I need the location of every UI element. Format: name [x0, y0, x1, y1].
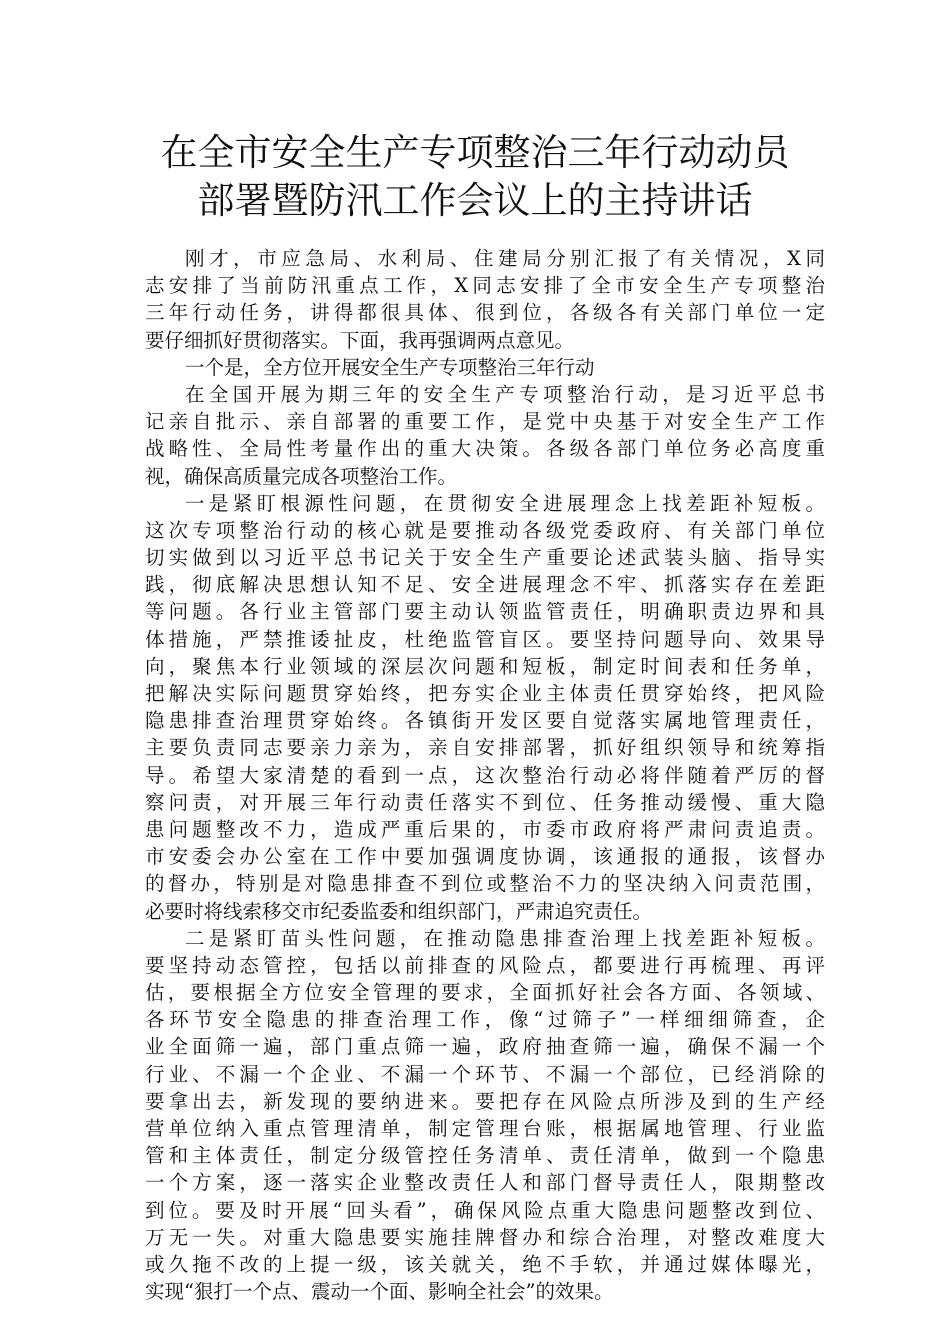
body-text-line: 要坚持动态管控，包括以前排查的风险点，都要进行再梳理、再评: [145, 953, 825, 977]
body-text-line: 等问题。各行业主管部门要主动认领监管责任，明确职责边界和具: [145, 600, 825, 624]
body-text-line: 向，聚焦本行业领域的深层次问题和短板，制定时间表和任务单，: [145, 654, 825, 678]
body-text-line: 主要负责同志要亲力亲为，亲自安排部署，抓好组织领导和统筹指: [145, 736, 825, 760]
body-text-line: 的督办，特别是对隐患排查不到位或整治不力的坚决纳入问责范围，: [145, 872, 825, 896]
document-title-line-2: 部署暨防汛工作会议上的主持讲话: [197, 179, 753, 222]
body-text-line: 一是紧盯根源性问题，在贯彻安全进展理念上找差距补短板。: [185, 491, 825, 515]
body-text-line: 践，彻底解决思想认知不足、安全进展理念不牢、抓落实存在差距: [145, 573, 825, 597]
body-text-line: 市安委会办公室在工作中要加强调度协调，该通报的通报，该督办: [145, 845, 825, 869]
body-text-line: 战略性、全局性考量作出的重大决策。各级各部门单位务必高度重: [145, 437, 825, 461]
body-text-line: 万无一失。对重大隐患要实施挂牌督办和综合治理，对整改难度大: [145, 1225, 825, 1249]
body-text-line: 志安排了当前防汛重点工作，X同志安排了全市安全生产专项整治: [145, 274, 825, 298]
body-text-line: 管和主体责任，制定分级管控任务清单、责任清单，做到一个隐患: [145, 1144, 825, 1168]
body-text-line: 一个方案，逐一落实企业整改责任人和部门督导责任人，限期整改: [145, 1171, 825, 1195]
body-text-line: 业全面筛一遍，部门重点筛一遍，政府抽查筛一遍，确保不漏一个: [145, 1035, 825, 1059]
body-text-line: 要仔细抓好贯彻落实。下面，我再强调两点意见。: [145, 328, 575, 352]
body-text-line: 实现“狠打一个点、震动一个面、影响全社会”的效果。: [145, 1280, 614, 1304]
body-text-line: 切实做到以习近平总书记关于安全生产重要论述武装头脑、指导实: [145, 546, 825, 570]
document-body: [145, 245, 825, 1305]
body-text-line: 必要时将线索移交市纪委监委和组织部门，严肃追究责任。: [145, 899, 653, 923]
body-text-line: 导。希望大家清楚的看到一点，这次整治行动必将伴随着严厉的督: [145, 763, 825, 787]
body-text-line: 刚才，市应急局、水利局、住建局分别汇报了有关情况，X同: [185, 247, 825, 270]
body-text-line: 把解决实际问题贯穿始终，把夯实企业主体责任贯穿始终，把风险: [145, 682, 825, 705]
body-text-line: 或久拖不改的上提一级，该关就关，绝不手软，并通过媒体曝光，: [145, 1252, 825, 1276]
body-text-line: 二是紧盯苗头性问题，在推动隐患排查治理上找差距补短板。: [185, 926, 825, 950]
body-text-line: 各环节安全隐患的排查治理工作，像“过筛子”一样细细筛查，企: [145, 1008, 825, 1032]
body-text-line: 视，确保高质量完成各项整治工作。: [145, 464, 458, 488]
body-text-line: 一个是，全方位开展安全生产专项整治三年行动: [185, 355, 595, 379]
body-text-line: 记亲自批示、亲自部署的重要工作，是党中央基于对安全生产工作: [145, 410, 825, 434]
body-text-line: 要拿出去，新发现的要纳进来。要把存在风险点所涉及到的生产经: [145, 1089, 825, 1113]
body-text-line: 察问责，对开展三年行动责任落实不到位、任务推动缓慢、重大隐: [145, 790, 825, 814]
body-text-line: 在全国开展为期三年的安全生产专项整治行动，是习近平总书: [185, 382, 825, 406]
body-text-line: 患问题整改不力，造成严重后果的，市委市政府将严肃问责追责。: [145, 817, 825, 841]
body-text-line: 估，要根据全方位安全管理的要求，全面抓好社会各方面、各领域、: [145, 981, 825, 1005]
body-text-line: 隐患排查治理贯穿始终。各镇街开发区要自觉落实属地管理责任，: [145, 709, 825, 733]
body-text-line: 这次专项整治行动的核心就是要推动各级党委政府、有关部门单位: [145, 518, 825, 542]
body-text-line: 营单位纳入重点管理清单，制定管理台账，根据属地管理、行业监: [145, 1117, 825, 1140]
body-text-line: 体措施，严禁推诿扯皮，杜绝监管盲区。要坚持问题导向、效果导: [145, 627, 825, 651]
document-title-line-1: 在全市安全生产专项整治三年行动动员: [160, 131, 790, 174]
body-text-line: 到位。要及时开展“回头看”，确保风险点重大隐患问题整改到位、: [145, 1198, 825, 1222]
body-text-line: 三年行动任务，讲得都很具体、很到位，各级各有关部门单位一定: [145, 301, 825, 325]
body-text-line: 行业、不漏一个企业、不漏一个环节、不漏一个部位，已经消除的: [145, 1062, 825, 1086]
